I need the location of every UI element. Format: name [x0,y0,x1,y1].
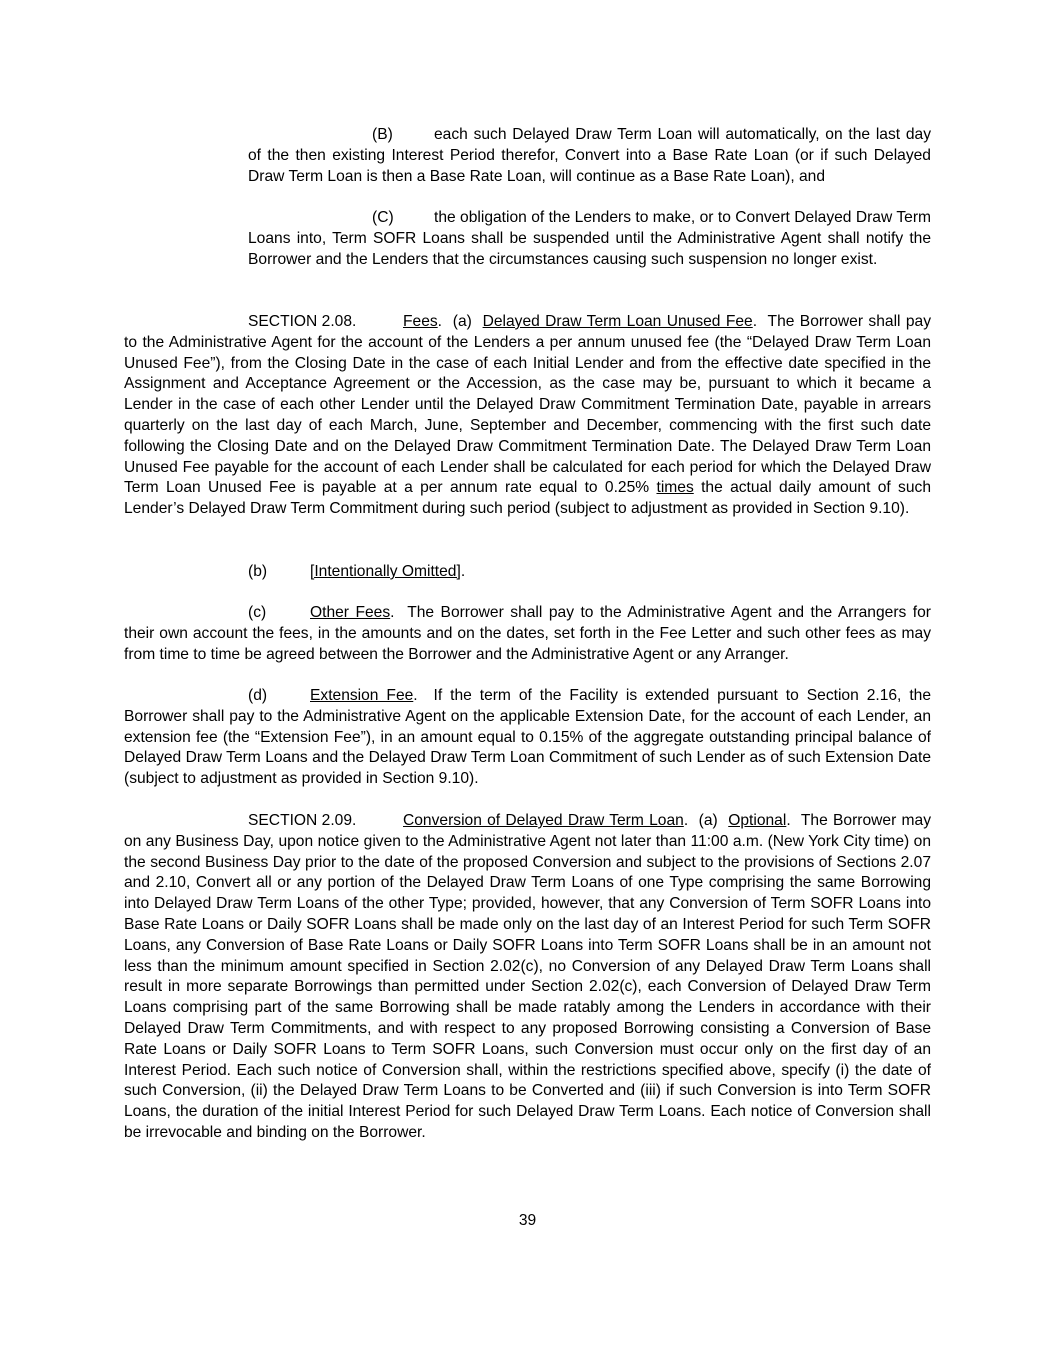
paragraph-d-text: If the term of the Facility is extended pursuant to Section 2.16, the Borrower shall pay to the Administrative Agent on the applicable Extension Date, for the account of each Lender, an extension fee (the “Extension Fee”), in an amount equal to 0.15% of the aggregate outstanding principal balance of Delayed Draw Term Loans and the Delayed Draw Term Loan Commitment of such Lender as of such Extension Date (subject to adjustment as provided in Section 9.10). [124,687,931,788]
section-2-09: SECTION 2.09. Conversion of Delayed Draw Term Loan. (a) Optional. The Borrower may on any Business Day, upon notice given to the Administrative Agent not later than 11:00 a.m. (New York City time) on the second Business Day prior to the date of the proposed Conversion and subject to the provisions of Sections 2.07 and 2.10, Convert all or any portion of the Delayed Draw Term Loans of one Type comprising the same Borrowing into Delayed Draw Term Loans of the other Type; provided, however, that any Conversion of Term SOFR Loans into Base Rate Loans or Daily SOFR Loans shall be made only on the last day of an Interest Period for such Term SOFR Loans, any Conversion of Base Rate Loans or Daily SOFR Loans into Term SOFR Loans shall be in an amount not less than the minimum amount specified in Section 2.02(c), no Conversion of any Delayed Draw Term Loans shall result in more separate Borrowings than permitted under Section 2.02(c), each Conversion of Delayed Draw Term Loans comprising part of the same Borrowing shall be made ratably among the Lenders in accordance with their Delayed Draw Term Commitments, and with respect to any proposed Borrowing consisting a Conversion of Base Rate Loans or Daily SOFR Loans to Term SOFR Loans, such Conversion must occur only on the first day of an Interest Period. Each such notice of Conversion shall, within the restrictions specified above, specify (i) the date of such Conversion, (ii) the Delayed Draw Term Loans to be Converted and (iii) if such Conversion is into Term SOFR Loans, the duration of the initial Interest Period for such Delayed Draw Term Loans. Each notice of Conversion shall be irrevocable and binding on the Borrower. [124,812,931,1141]
paragraph-d-title: Extension Fee [310,687,414,704]
section-2-09-sub-a-title: Optional [728,812,787,829]
section-2-09-sub-a: (a) [698,812,718,829]
paragraph-d: (d) Extension Fee. If the term of the Facility is extended pursuant to Section 2.16, the Borrower shall pay to the Administrative Agent on the applicable Extension Date, for the account of each Lender, an extension fee (the “Extension Fee”), in an amount equal to 0.15% of the aggregate outstanding principal balance of Delayed Draw Term Loans and the Delayed Draw Term Loan Commitment of such Lender as of such Extension Date (subject to adjustment as provided in Section 9.10). [124,687,931,788]
section-2-08-number: SECTION 2.08. [248,313,357,330]
paragraph-B [248,125,931,187]
paragraph-c-text: The Borrower shall pay to the Administrative Agent and the Arrangers for their own account the fees, in the amounts and on the dates, set forth in the Fee Letter and such other fees as may from time to time be agreed between the Borrower and the Administrative Agent or any Arranger. [124,604,932,663]
section-2-09-heading: Conversion of Delayed Draw Term Loan [403,812,684,829]
paragraph-C-label: (C) [372,209,394,226]
section-2-09-text: The Borrower may on any Business Day, upon notice given to the Administrative Agent not later than 11:00 a.m. (New York City time) on the second Business Day prior to the date of the proposed Conversion and subject to the provisions of Sections 2.07 and 2.10, Convert all or any portion of the Delayed Draw Term Loans of one Type comprising the same Borrowing into Delayed Draw Term Loans of the other Type; provided, however, that any Conversion of Term SOFR Loans into Base Rate Loans or Daily SOFR Loans shall be made only on the last day of an Interest Period for such Term SOFR Loans, any Conversion of Base Rate Loans or Daily SOFR Loans into Term SOFR Loans shall be in an amount not less than the minimum amount specified in Section 2.02(c), no Conversion of any Delayed Draw Term Loans shall result in more separate Borrowings than permitted under Section 2.02(c), each Conversion of Delayed Draw Term Loans comprising part of the same Borrowing shall be made ratably among the Lenders in accordance with their Delayed Draw Term Commitments, and with respect to any proposed Borrowing consisting a Conversion of Base Rate Loans or Daily SOFR Loans to Term SOFR Loans, such Conversion must occur only on the first day of an Interest Period. Each such notice of Conversion shall, within the restrictions specified above, specify (i) the date of such Conversion, (ii) the Delayed Draw Term Loans to be Converted and (iii) if such Conversion is into Term SOFR Loans, the duration of the initial Interest Period for such Delayed Draw Term Loans. Each notice of Conversion shall be irrevocable and binding on the Borrower. [124,812,931,1141]
paragraph-c-title: Other Fees [310,604,391,621]
section-2-08-sub-a-title: Delayed Draw Term Loan Unused Fee [482,313,753,330]
section-2-08-sub-a: (a) [452,313,472,330]
page-number: 39 [518,1212,537,1229]
paragraph-d-label: (d) [248,687,268,704]
paragraph-B-label: (B) [372,126,393,143]
section-2-08: SECTION 2.08. Fees. (a) Delayed Draw Term Loan Unused Fee. The Borrower shall pay to the Administrative Agent for the account of the Lenders a per annum unused fee (the “Delayed Draw Term Loan Unused Fee”), from the Closing Date in the case of each Initial Lender and from the effective date specified in the Assignment and Acceptance Agreement or the Accession, as the case may be, pursuant to which it became a Lender in the case of each other Lender until the Delayed Draw Commitment Termination Date, payable in arrears quarterly on the last day of each March, June, September and December, commencing with the first such date following the Closing Date and on the Delayed Draw Commitment Termination Date. The Delayed Draw Term Loan Unused Fee payable for the account of each Lender shall be calculated for each period for which the Delayed Draw Term Loan Unused Fee is payable at a per annum rate equal to 0.25% times the actual daily amount of such Lender’s Delayed Draw Term Commitment during such period (subject to adjustment as provided in Section 9.10). [124,313,932,518]
section-2-08-times: times [656,479,694,497]
paragraph-B-text: each such Delayed Draw Term Loan will automatically, on the last day of the then existing Interest Period therefor, Convert into a Base Rate Loan (or if such Delayed Draw Term Loan is then a Base Rate Loan, will continue as a Base Rate Loan), and [248,126,931,185]
paragraph-C-text: the obligation of the Lenders to make, or to Convert Delayed Draw Term Loans into, Term SOFR Loans shall be suspended until the Administrative Agent shall notify the Borrower and the Lenders that the circumstances causing such suspension no longer exist. [248,209,931,268]
paragraph-C [248,208,931,270]
paragraph-b-label: (b) [248,563,268,580]
section-2-08-text-2: the actual daily amount of such Lender’s Delayed Draw Term Commitment during such period (subject to adjustment as provided in Section 9.10). [124,479,931,518]
section-2-08-text-1: The Borrower shall pay to the Administrative Agent for the account of the Lenders a per annum unused fee (the “Delayed Draw Term Loan Unused Fee”), from the Closing Date in the case of each Initial Lender and from the effective date specified in the Assignment and Acceptance Agreement or the Accession, as the case may be, pursuant to which it became a Lender in the case of each other Lender until the Delayed Draw Commitment Termination Date, payable in arrears quarterly on the last day of each March, June, September and December, commencing with the first such date following the Closing Date and on the Delayed Draw Commitment Termination Date. The Delayed Draw Term Loan Unused Fee payable for the account of each Lender shall be calculated for each period for which the Delayed Draw Term Loan Unused Fee is payable at a per annum rate equal to 0.25% [124,313,932,497]
paragraph-c-label: (c) [248,604,267,621]
paragraph-c: (c) Other Fees. The Borrower shall pay to the Administrative Agent and the Arrangers for their own account the fees, in the amounts and on the dates, set forth in the Fee Letter and such other fees as may from time to time be agreed between the Borrower and the Administrative Agent or any Arranger. [124,604,932,663]
section-2-08-heading: Fees [403,313,438,330]
paragraph-b-title: [Intentionally Omitted] [310,563,461,580]
paragraph-b: (b) [Intentionally Omitted]. [124,562,931,583]
section-2-09-number: SECTION 2.09. [248,812,357,829]
